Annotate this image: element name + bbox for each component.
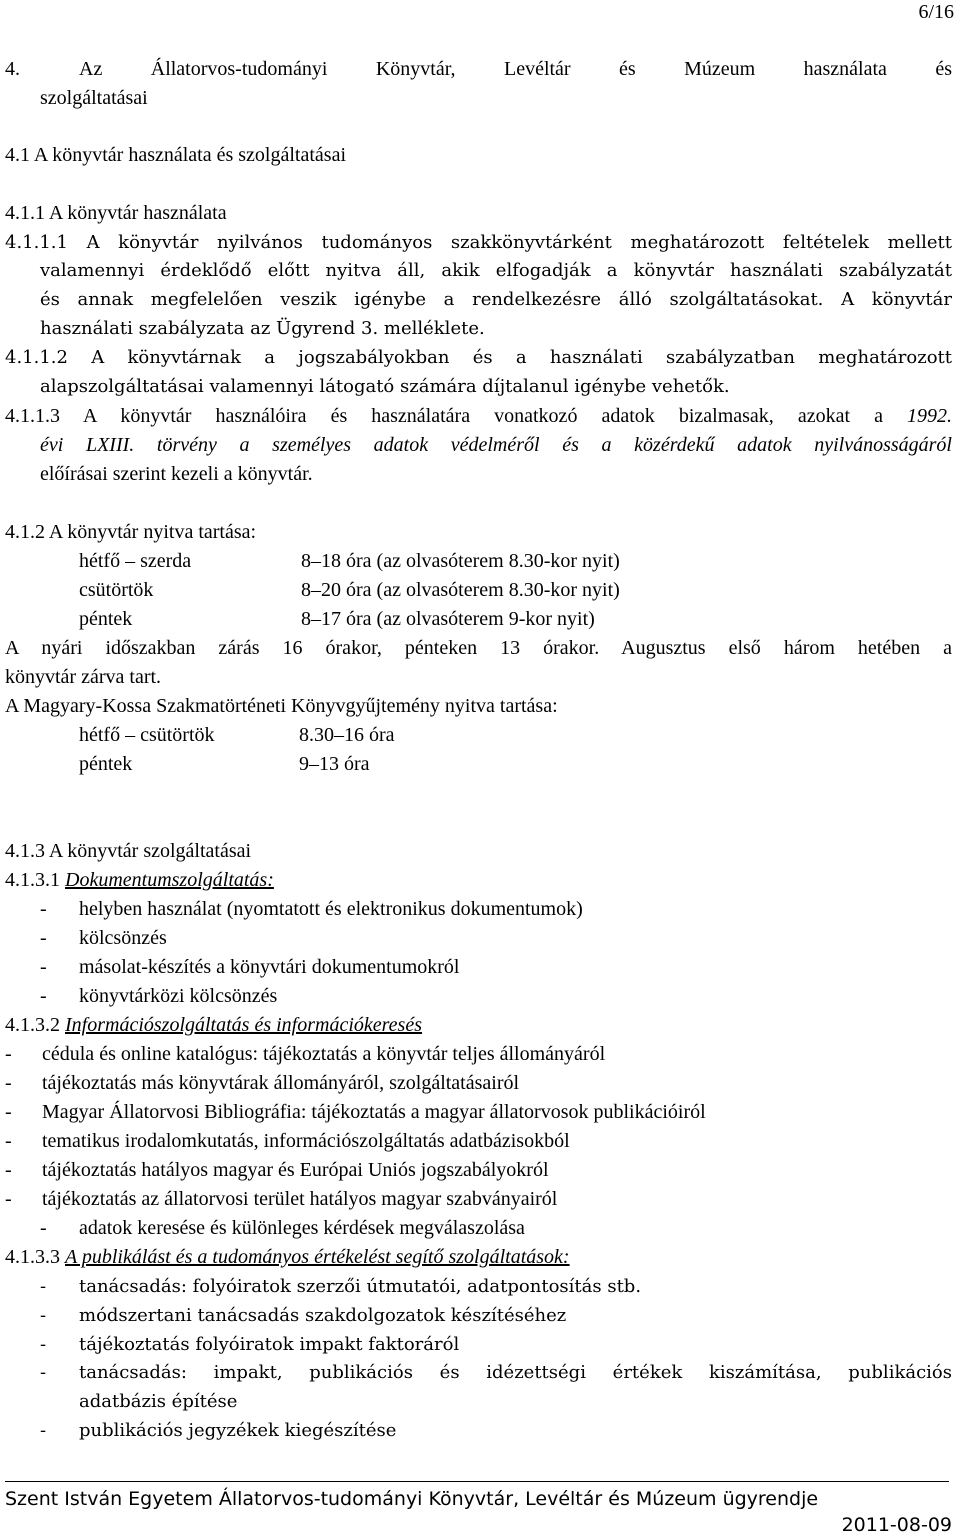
hours-time: 8–17 óra (az olvasóterem 9-kor nyit) [301, 608, 595, 630]
hours-day: péntek [79, 608, 133, 630]
section-4-1-2-heading: 4.1.2 A könyvtár nyitva tartása: [5, 521, 257, 543]
bullet-dash: - [40, 956, 47, 978]
list-item [40, 1216, 525, 1240]
bullet-dash: - [5, 1043, 12, 1065]
paragraph-line: használati szabályzata az Ügyrend 3. melléklete. [40, 318, 485, 339]
magyary-hours-heading: A Magyary-Kossa Szakmatörténeti Könyvgyűjtemény nyitva tartása: [5, 695, 558, 717]
bullet-dash: - [40, 1334, 47, 1355]
list-item-text: tematikus irodalomkutatás, információszolgáltatás adatbázisokból [42, 1130, 570, 1152]
list-item [40, 897, 583, 921]
footer-text: Szent István Egyetem Állatorvos-tudományi Könyvtár, Levéltár és Múzeum ügyrendje [5, 1488, 819, 1510]
list-item-text: kölcsönzés [79, 927, 167, 949]
list-item-text: másolat-készítés a könyvtári dokumentumokról [79, 956, 460, 978]
subsection-title: Dokumentumszolgáltatás: [65, 869, 274, 891]
subsection-number: 4.1.3.2 [5, 1014, 65, 1036]
subsection-4-1-3-2-heading [5, 1013, 422, 1037]
list-item-text: módszertani tanácsadás szakdolgozatok készítéséhez [79, 1305, 567, 1326]
list-item-text: helyben használat (nyomtatott és elektronikus dokumentumok) [79, 898, 583, 920]
list-item-text: tájékoztatás folyóiratok impakt faktoráról [79, 1334, 460, 1355]
page-number: 6/16 [918, 1, 954, 23]
bullet-dash: - [40, 1276, 47, 1297]
hours-time: 9–13 óra [299, 753, 370, 775]
bullet-dash: - [40, 927, 47, 949]
hours-time: 8.30–16 óra [299, 724, 395, 746]
list-item-text: cédula és online katalógus: tájékoztatás a könyvtár teljes állományáról [42, 1043, 606, 1065]
hours-day: hétfő – csütörtök [79, 724, 215, 746]
list-item [5, 1071, 520, 1095]
section-4-heading-line1: Az Állatorvos-tudományi Könyvtár, Levéltár és Múzeum használata és [79, 58, 952, 80]
list-item-text: tájékoztatás az állatorvosi terület hatályos magyar szabványairól [42, 1188, 558, 1210]
bullet-dash: - [40, 1217, 47, 1239]
bullet-dash: - [5, 1101, 12, 1123]
list-item-text: tanácsadás: folyóiratok szerzői útmutatói, adatpontosítás stb. [79, 1276, 642, 1297]
paragraph-line: 4.1.1.2 A könyvtárnak a jogszabályokban és a használati szabályzatban meghatározott [5, 347, 952, 368]
section-4-heading-line2: szolgáltatásai [40, 87, 148, 109]
subsection-4-1-3-3-heading [5, 1245, 570, 1269]
list-item-text: publikációs jegyzékek kiegészítése [79, 1420, 397, 1441]
paragraph-line: valamennyi érdeklődő előtt nyitva áll, akik elfogadják a könyvtár használati szabályzatát [40, 260, 952, 281]
bullet-dash: - [40, 1362, 47, 1383]
footer-divider [5, 1481, 949, 1482]
list-item [40, 1361, 952, 1385]
summer-hours-line1: A nyári időszakban zárás 16 órakor, pénteken 13 órakor. Augusztus első három hetében a [5, 637, 952, 659]
list-item [5, 1129, 570, 1153]
paragraph-line: 4.1.1.1 A könyvtár nyilvános tudományos szakkönyvtárként meghatározott feltételek mellett [5, 232, 952, 253]
footer-date: 2011-08-09 [841, 1514, 952, 1536]
subsection-title: Információszolgáltatás és információkeresés [65, 1014, 423, 1036]
hours-day: péntek [79, 753, 133, 775]
law-title-line: évi LXIII. törvény a személyes adatok védelméről és a közérdekű adatok nyilvánosságáról [40, 434, 952, 456]
list-item [40, 1419, 397, 1443]
paragraph-line: és annak megfelelően veszik igénybe a rendelkezésre álló szolgáltatásokat. A könyvtár [40, 289, 952, 310]
list-item-text: tájékoztatás hatályos magyar és Európai Uniós jogszabályokról [42, 1159, 549, 1181]
section-4-1-heading: 4.1 A könyvtár használata és szolgáltatásai [5, 144, 347, 166]
list-item-text: könyvtárközi kölcsönzés [79, 985, 278, 1007]
paragraph-line: alapszolgáltatásai valamennyi látogató számára díjtalanul igénybe vehetők. [40, 376, 730, 397]
bullet-dash: - [5, 1159, 12, 1181]
law-reference: 1992. [907, 405, 952, 427]
bullet-dash: - [5, 1130, 12, 1152]
list-item [5, 1042, 606, 1066]
list-item [40, 984, 278, 1008]
summer-hours-line2: könyvtár zárva tart. [5, 666, 162, 688]
list-item [5, 1187, 558, 1211]
list-item [40, 1275, 642, 1299]
list-item-text: tájékoztatás más könyvtárak állományáról, szolgáltatásairól [42, 1072, 520, 1094]
list-item [40, 1304, 567, 1328]
subsection-4-1-3-1-heading [5, 868, 274, 892]
list-item-text: adatok keresése és különleges kérdések megválaszolása [79, 1217, 525, 1239]
hours-day: hétfő – szerda [79, 550, 192, 572]
hours-time: 8–20 óra (az olvasóterem 8.30-kor nyit) [301, 579, 620, 601]
paragraph-line: előírásai szerint kezeli a könyvtár. [40, 463, 313, 485]
list-item [40, 926, 167, 950]
paragraph-text: 4.1.1.3 A könyvtár használóira és használatára vonatkozó adatok bizalmasak, azokat a [5, 405, 907, 427]
bullet-dash: - [5, 1188, 12, 1210]
list-item-text: tanácsadás: impakt, publikációs és idézettségi értékek kiszámítása, publikációs [79, 1362, 952, 1383]
list-item-continuation: adatbázis építése [79, 1391, 238, 1412]
list-item [5, 1158, 549, 1182]
subsection-number: 4.1.3.3 [5, 1246, 65, 1268]
subsection-title: A publikálást és a tudományos értékelést segítő szolgáltatások: [65, 1246, 570, 1268]
section-4-1-3-heading: 4.1.3 A könyvtár szolgáltatásai [5, 840, 252, 862]
list-item [40, 1333, 460, 1357]
hours-time: 8–18 óra (az olvasóterem 8.30-kor nyit) [301, 550, 620, 572]
section-4-1-1-heading: 4.1.1 A könyvtár használata [5, 202, 227, 224]
bullet-dash: - [40, 898, 47, 920]
bullet-dash: - [40, 985, 47, 1007]
bullet-dash: - [40, 1420, 47, 1441]
bullet-dash: - [40, 1305, 47, 1326]
bullet-dash: - [5, 1072, 12, 1094]
hours-day: csütörtök [79, 579, 154, 601]
list-item [40, 955, 460, 979]
list-item [5, 1100, 706, 1124]
paragraph-line [5, 404, 952, 428]
list-item-text: Magyar Állatorvosi Bibliográfia: tájékoztatás a magyar állatorvosok publikációiról [42, 1101, 706, 1123]
subsection-number: 4.1.3.1 [5, 869, 65, 891]
section-4-number: 4. [5, 58, 20, 80]
